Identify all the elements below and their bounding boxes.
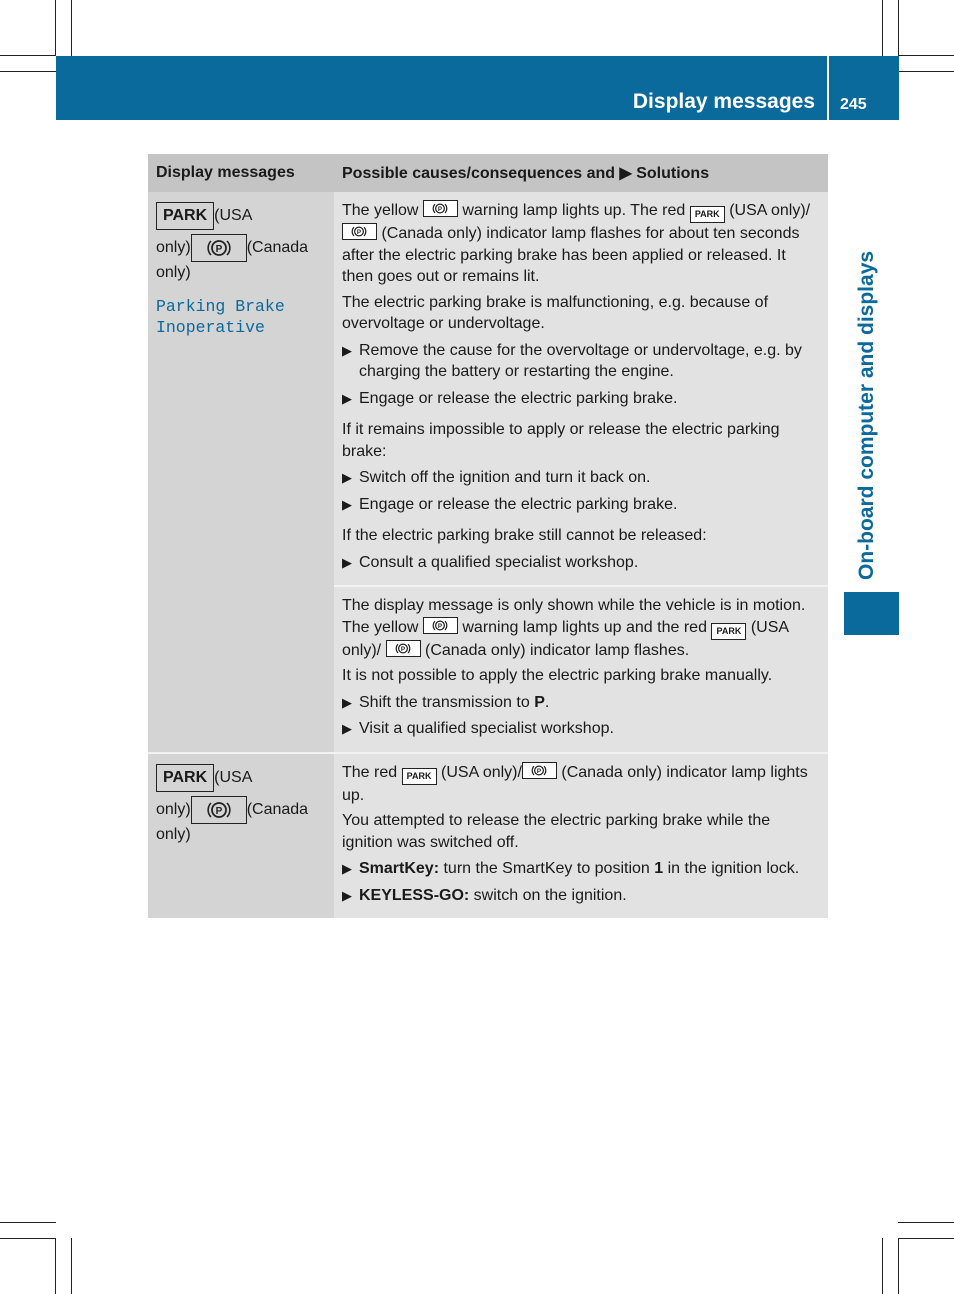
- bullet-arrow-icon: ▶: [342, 887, 352, 903]
- paragraph: [342, 762, 820, 807]
- instruction-item: [342, 340, 820, 383]
- crop-mark: [898, 71, 954, 72]
- crop-mark: [882, 1238, 883, 1294]
- crop-mark: [71, 1238, 72, 1294]
- region-label: only): [156, 264, 191, 281]
- instruction-item: [342, 858, 820, 880]
- text: (Canada only) indicator lamp flashes.: [420, 641, 690, 659]
- paragraph: [342, 200, 820, 288]
- instruction-text: .: [544, 693, 550, 711]
- instruction-item: [342, 494, 820, 516]
- park-indicator-icon: PARK: [711, 623, 746, 640]
- instruction-item: [342, 718, 820, 740]
- svg-text:P: P: [400, 645, 405, 653]
- bullet-arrow-icon: ▶: [342, 861, 352, 876]
- instruction-item: [342, 467, 820, 489]
- parking-brake-lamp-icon: [342, 223, 377, 240]
- bullet-arrow-icon: ▶: [342, 554, 352, 570]
- region-label: only): [156, 239, 191, 257]
- bullet-arrow-icon: ▶: [342, 496, 352, 512]
- display-message-text: Inoperative: [156, 317, 265, 337]
- region-label: only): [156, 800, 191, 818]
- instruction-item: [342, 552, 820, 574]
- crop-mark: [898, 1222, 954, 1223]
- bullet-arrow-icon: ▶: [342, 694, 352, 710]
- paragraph: It is not possible to apply the electric parking brake manually.: [342, 667, 773, 684]
- instruction-item: [342, 885, 820, 907]
- region-label: (USA: [214, 207, 253, 224]
- svg-text:P: P: [215, 244, 223, 255]
- instruction-label: KEYLESS-GO:: [359, 886, 470, 904]
- text: (USA only)/: [342, 618, 789, 659]
- crop-mark: [898, 1238, 899, 1294]
- gear-position: P: [534, 693, 545, 711]
- text: (USA only)/: [436, 763, 522, 781]
- svg-text:P: P: [215, 805, 223, 817]
- column-header-causes: [334, 154, 828, 192]
- instruction-text: Consult a qualified specialist workshop.: [359, 553, 639, 571]
- header-text: Solutions: [631, 165, 710, 182]
- instruction-label: SmartKey:: [359, 860, 440, 877]
- bullet-arrow-icon: ▶: [342, 470, 352, 485]
- causes-cell: [334, 753, 828, 919]
- crop-mark: [0, 71, 56, 72]
- parking-brake-lamp-icon: [191, 796, 247, 824]
- park-indicator-icon: PARK: [156, 764, 214, 792]
- text: (Canada only) indicator lamp lights up.: [342, 763, 808, 804]
- text: (Canada only) indicator lamp flashes for about ten seconds after the electric parking brake has been applied or released. It then goes out or remains lit.: [342, 225, 800, 285]
- instruction-text: Engage or release the electric parking brake.: [359, 389, 678, 407]
- table-header-row: [148, 154, 828, 192]
- svg-text:P: P: [437, 622, 443, 630]
- crop-mark: [882, 0, 883, 56]
- park-indicator-icon: PARK: [690, 206, 725, 223]
- instruction-text: Visit a qualified specialist workshop.: [359, 720, 614, 737]
- table-row: [148, 753, 828, 919]
- crop-mark: [55, 0, 56, 56]
- crop-mark: [0, 1238, 56, 1239]
- paragraph: The electric parking brake is malfunctioning, e.g. because of overvoltage or undervoltage.: [342, 293, 769, 332]
- section-title: Display messages: [632, 90, 815, 113]
- park-indicator-icon: PARK: [402, 768, 437, 785]
- instruction-item: [342, 692, 820, 714]
- crop-mark: [0, 55, 56, 56]
- text: The yellow: [342, 202, 423, 219]
- instruction-item: [342, 388, 820, 410]
- chapter-title: On-board computer and displays: [855, 250, 878, 580]
- text: The display message is only shown while the vehicle is in motion. The yellow: [342, 597, 806, 636]
- header-bar: [56, 56, 899, 120]
- region-label: only): [156, 825, 191, 843]
- text: The red: [342, 763, 402, 781]
- parking-brake-lamp-icon: [522, 762, 557, 779]
- instruction-text: Engage or release the electric parking brake.: [359, 495, 678, 513]
- instruction-text: turn the SmartKey to position: [439, 860, 655, 877]
- crop-mark: [898, 55, 954, 56]
- paragraph: [342, 595, 820, 661]
- display-message-text: Parking Brake: [156, 296, 285, 316]
- region-label: (USA: [214, 768, 253, 786]
- causes-cell: [334, 586, 828, 753]
- text: warning lamp lights up. The red: [457, 202, 690, 219]
- crop-mark: [55, 1238, 56, 1294]
- parking-brake-lamp-icon: [423, 200, 458, 217]
- instruction-text: Remove the cause for the overvoltage or undervoltage, e.g. by charging the battery or restarting the engine.: [359, 341, 802, 380]
- bullet-arrow-icon: ▶: [342, 342, 352, 358]
- crop-mark: [71, 0, 72, 56]
- instruction-text: in the ignition lock.: [663, 860, 800, 877]
- instruction-text: Shift the transmission to: [359, 693, 535, 711]
- bullet-arrow-icon: ▶: [342, 721, 352, 736]
- svg-text:P: P: [356, 229, 362, 236]
- instruction-text: Switch off the ignition and turn it back on.: [359, 469, 651, 486]
- message-cell: [148, 192, 334, 753]
- header-text: Possible causes/consequences and: [342, 165, 620, 182]
- parking-brake-lamp-icon: [423, 617, 458, 634]
- display-messages-table: [148, 154, 828, 918]
- instruction-text: switch on the ignition.: [469, 886, 627, 904]
- message-cell: [148, 753, 334, 919]
- key-position: 1: [654, 860, 664, 877]
- crop-mark: [0, 1222, 56, 1223]
- crop-mark: [898, 0, 899, 56]
- page-number: 245: [840, 96, 867, 113]
- bullet-arrow-icon: ▶: [342, 390, 352, 406]
- region-label: (Canada: [246, 800, 309, 818]
- region-label: (Canada: [246, 239, 309, 257]
- chapter-tab: [844, 592, 899, 635]
- causes-cell: [334, 192, 828, 586]
- parking-brake-lamp-icon: [191, 234, 247, 262]
- header-divider: [827, 56, 829, 120]
- paragraph: You attempted to release the electric parking brake while the ignition was switched off.: [342, 812, 771, 851]
- solution-arrow-icon: ▶: [619, 165, 632, 182]
- paragraph: If the electric parking brake still cannot be released:: [342, 527, 707, 544]
- table-row: [148, 192, 828, 586]
- crop-mark: [898, 1238, 954, 1239]
- svg-text:P: P: [437, 206, 443, 213]
- text: (USA only)/: [724, 202, 811, 219]
- text: warning lamp lights up and the red: [457, 618, 712, 636]
- svg-text:P: P: [536, 767, 542, 775]
- parking-brake-lamp-icon: [386, 640, 421, 657]
- park-indicator-icon: PARK: [156, 202, 214, 230]
- column-header-display-messages: Display messages: [148, 154, 334, 192]
- paragraph: If it remains impossible to apply or release the electric parking brake:: [342, 421, 780, 460]
